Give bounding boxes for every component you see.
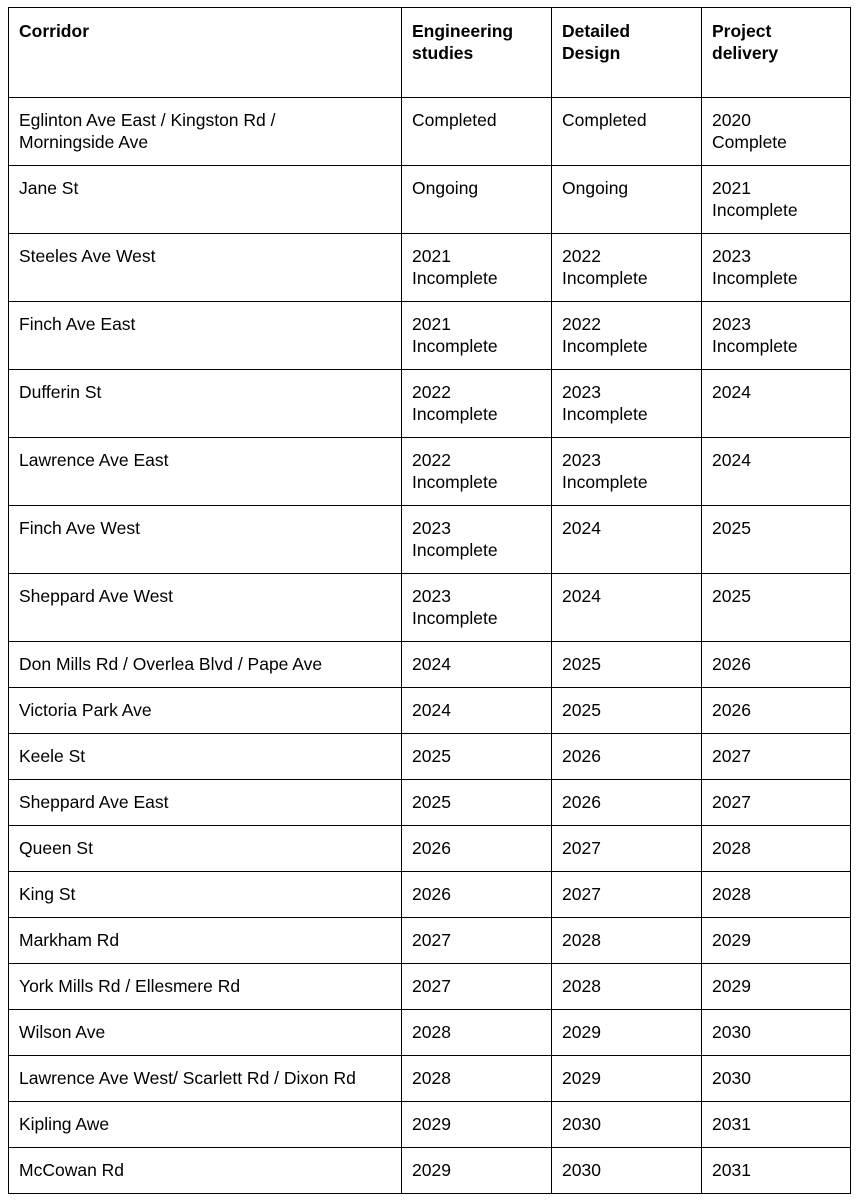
engineering-studies-cell: [402, 780, 552, 826]
cell-text: Lawrence Ave West/ Scarlett Rd / Dixon Rd: [19, 1068, 356, 1088]
cell-text: 2026: [562, 792, 601, 812]
cell-text: 2025: [412, 746, 451, 766]
table-body: [9, 98, 851, 1194]
detailed-design-cell: [552, 1010, 702, 1056]
cell-text: Incomplete: [412, 608, 498, 628]
cell-text: Completed: [562, 110, 647, 130]
corridor-cell: [9, 98, 402, 166]
cell-text: Queen St: [19, 838, 93, 858]
corridor-cell: [9, 370, 402, 438]
detailed-design-cell: [552, 438, 702, 506]
header-text: Design: [562, 43, 621, 63]
detailed-design-cell: [552, 918, 702, 964]
project-delivery-cell: [702, 642, 851, 688]
cell-text: 2025: [562, 700, 601, 720]
cell-text: Jane St: [19, 178, 79, 198]
header-text: Engineering: [412, 21, 514, 41]
corridor-cell: [9, 642, 402, 688]
detailed-design-cell: [552, 872, 702, 918]
corridor-cell: [9, 166, 402, 234]
project-delivery-cell: [702, 370, 851, 438]
corridor-cell: [9, 302, 402, 370]
engineering-studies-cell: [402, 1010, 552, 1056]
cell-text: 2024: [412, 700, 451, 720]
cell-text: 2030: [712, 1068, 751, 1088]
project-delivery-cell: [702, 734, 851, 780]
cell-text: 2024: [562, 518, 601, 538]
detailed-design-cell: [552, 642, 702, 688]
table-row: [9, 734, 851, 780]
project-delivery-cell: [702, 688, 851, 734]
table-row: [9, 438, 851, 506]
cell-text: Incomplete: [412, 268, 498, 288]
engineering-studies-cell: [402, 302, 552, 370]
cell-text: 2025: [712, 586, 751, 606]
engineering-studies-cell: [402, 734, 552, 780]
project-delivery-cell: [702, 826, 851, 872]
cell-text: 2021: [712, 178, 751, 198]
corridor-cell: [9, 918, 402, 964]
cell-text: 2027: [562, 838, 601, 858]
table-row: [9, 780, 851, 826]
cell-text: Incomplete: [412, 472, 498, 492]
cell-text: Incomplete: [562, 472, 648, 492]
table-row: [9, 1010, 851, 1056]
project-delivery-cell: [702, 234, 851, 302]
cell-text: Incomplete: [562, 404, 648, 424]
project-delivery-cell: [702, 1056, 851, 1102]
detailed-design-cell: [552, 688, 702, 734]
cell-text: 2026: [712, 654, 751, 674]
cell-text: Finch Ave East: [19, 314, 136, 334]
detailed-design-cell: [552, 506, 702, 574]
corridor-cell: [9, 780, 402, 826]
cell-text: Dufferin St: [19, 382, 102, 402]
header-text: delivery: [712, 43, 779, 63]
project-delivery-cell: [702, 166, 851, 234]
table-row: [9, 1148, 851, 1194]
project-delivery-cell: [702, 780, 851, 826]
project-delivery-cell: [702, 574, 851, 642]
cell-text: 2023: [562, 450, 601, 470]
cell-text: Finch Ave West: [19, 518, 140, 538]
cell-text: 2024: [712, 382, 751, 402]
cell-text: 2029: [412, 1160, 451, 1180]
cell-text: 2021: [412, 246, 451, 266]
cell-text: 2022: [412, 450, 451, 470]
corridor-cell: [9, 234, 402, 302]
corridor-cell: [9, 872, 402, 918]
cell-text: Lawrence Ave East: [19, 450, 169, 470]
cell-text: Incomplete: [562, 336, 648, 356]
cell-text: Victoria Park Ave: [19, 700, 152, 720]
cell-text: 2023: [562, 382, 601, 402]
project-delivery-cell: [702, 872, 851, 918]
cell-text: 2027: [412, 976, 451, 996]
corridor-cell: [9, 1148, 402, 1194]
engineering-studies-cell: [402, 1148, 552, 1194]
detailed-design-cell: [552, 964, 702, 1010]
detailed-design-cell: [552, 826, 702, 872]
detailed-design-cell: [552, 302, 702, 370]
corridor-cell: [9, 688, 402, 734]
engineering-studies-cell: [402, 574, 552, 642]
project-delivery-cell: [702, 302, 851, 370]
cell-text: 2027: [712, 746, 751, 766]
detailed-design-cell: [552, 234, 702, 302]
detailed-design-cell: [552, 574, 702, 642]
cell-text: 2022: [412, 382, 451, 402]
table-row: [9, 1102, 851, 1148]
cell-text: 2027: [412, 930, 451, 950]
corridor-cell: [9, 506, 402, 574]
project-delivery-cell: [702, 438, 851, 506]
cell-text: King St: [19, 884, 76, 904]
cell-text: 2023: [412, 586, 451, 606]
engineering-studies-cell: [402, 642, 552, 688]
engineering-studies-cell: [402, 438, 552, 506]
corridor-schedule-table: [8, 7, 851, 1194]
detailed-design-cell: [552, 780, 702, 826]
project-delivery-cell: [702, 1102, 851, 1148]
header-detailed-design: [552, 8, 702, 98]
cell-text: 2028: [412, 1022, 451, 1042]
cell-text: Steeles Ave West: [19, 246, 156, 266]
cell-text: 2022: [562, 246, 601, 266]
cell-text: Sheppard Ave West: [19, 586, 174, 606]
detailed-design-cell: [552, 98, 702, 166]
cell-text: Morningside Ave: [19, 132, 149, 152]
cell-text: Eglinton Ave East / Kingston Rd /: [19, 110, 276, 130]
header-corridor: [9, 8, 402, 98]
engineering-studies-cell: [402, 826, 552, 872]
cell-text: 2025: [562, 654, 601, 674]
cell-text: 2028: [712, 838, 751, 858]
cell-text: 2023: [412, 518, 451, 538]
table-row: [9, 872, 851, 918]
project-delivery-cell: [702, 1148, 851, 1194]
engineering-studies-cell: [402, 506, 552, 574]
cell-text: 2030: [712, 1022, 751, 1042]
cell-text: 2026: [562, 746, 601, 766]
engineering-studies-cell: [402, 370, 552, 438]
engineering-studies-cell: [402, 688, 552, 734]
project-delivery-cell: [702, 506, 851, 574]
corridor-cell: [9, 734, 402, 780]
project-delivery-cell: [702, 98, 851, 166]
cell-text: Incomplete: [562, 268, 648, 288]
cell-text: 2030: [562, 1160, 601, 1180]
cell-text: Sheppard Ave East: [19, 792, 169, 812]
project-delivery-cell: [702, 1010, 851, 1056]
engineering-studies-cell: [402, 98, 552, 166]
cell-text: Incomplete: [712, 268, 798, 288]
detailed-design-cell: [552, 734, 702, 780]
table-row: [9, 234, 851, 302]
table-row: [9, 918, 851, 964]
table-row: [9, 826, 851, 872]
cell-text: 2026: [412, 884, 451, 904]
detailed-design-cell: [552, 1102, 702, 1148]
table-row: [9, 302, 851, 370]
cell-text: 2024: [562, 586, 601, 606]
corridor-cell: [9, 1010, 402, 1056]
corridor-cell: [9, 964, 402, 1010]
engineering-studies-cell: [402, 964, 552, 1010]
cell-text: 2029: [562, 1068, 601, 1088]
engineering-studies-cell: [402, 166, 552, 234]
table-row: [9, 166, 851, 234]
corridor-cell: [9, 438, 402, 506]
table-row: [9, 98, 851, 166]
table-row: [9, 642, 851, 688]
cell-text: 2024: [412, 654, 451, 674]
cell-text: 2021: [412, 314, 451, 334]
cell-text: Wilson Ave: [19, 1022, 106, 1042]
cell-text: 2023: [712, 314, 751, 334]
table-row: [9, 964, 851, 1010]
cell-text: Ongoing: [412, 178, 479, 198]
cell-text: 2027: [562, 884, 601, 904]
header-text: Project: [712, 21, 772, 41]
cell-text: 2028: [562, 930, 601, 950]
cell-text: 2028: [562, 976, 601, 996]
header-project-delivery: [702, 8, 851, 98]
table-row: [9, 688, 851, 734]
detailed-design-cell: [552, 370, 702, 438]
engineering-studies-cell: [402, 1056, 552, 1102]
project-delivery-cell: [702, 918, 851, 964]
table-row: [9, 574, 851, 642]
corridor-cell: [9, 1056, 402, 1102]
header-text: studies: [412, 43, 474, 63]
cell-text: Complete: [712, 132, 787, 152]
detailed-design-cell: [552, 1056, 702, 1102]
engineering-studies-cell: [402, 872, 552, 918]
cell-text: 2025: [712, 518, 751, 538]
cell-text: Markham Rd: [19, 930, 120, 950]
header-engineering-studies: [402, 8, 552, 98]
cell-text: 2028: [712, 884, 751, 904]
cell-text: York Mills Rd / Ellesmere Rd: [19, 976, 241, 996]
cell-text: 2029: [712, 930, 751, 950]
cell-text: 2029: [562, 1022, 601, 1042]
corridor-cell: [9, 574, 402, 642]
cell-text: Keele St: [19, 746, 86, 766]
cell-text: McCowan Rd: [19, 1160, 125, 1180]
cell-text: Completed: [412, 110, 497, 130]
cell-text: 2029: [712, 976, 751, 996]
corridor-cell: [9, 1102, 402, 1148]
corridor-cell: [9, 826, 402, 872]
header-text: Detailed: [562, 21, 631, 41]
cell-text: Incomplete: [412, 404, 498, 424]
cell-text: Ongoing: [562, 178, 629, 198]
header-row: [9, 8, 851, 98]
cell-text: 2026: [712, 700, 751, 720]
cell-text: 2025: [412, 792, 451, 812]
cell-text: 2027: [712, 792, 751, 812]
table-row: [9, 370, 851, 438]
cell-text: Incomplete: [412, 336, 498, 356]
header-text: Corridor: [19, 21, 89, 41]
cell-text: 2023: [712, 246, 751, 266]
engineering-studies-cell: [402, 918, 552, 964]
cell-text: Incomplete: [712, 200, 798, 220]
cell-text: 2030: [562, 1114, 601, 1134]
cell-text: Incomplete: [712, 336, 798, 356]
cell-text: Don Mills Rd / Overlea Blvd / Pape Ave: [19, 654, 323, 674]
cell-text: Kipling Awe: [19, 1114, 110, 1134]
project-delivery-cell: [702, 964, 851, 1010]
cell-text: 2024: [712, 450, 751, 470]
detailed-design-cell: [552, 166, 702, 234]
detailed-design-cell: [552, 1148, 702, 1194]
engineering-studies-cell: [402, 1102, 552, 1148]
cell-text: Incomplete: [412, 540, 498, 560]
table-row: [9, 1056, 851, 1102]
table-row: [9, 506, 851, 574]
cell-text: 2029: [412, 1114, 451, 1134]
cell-text: 2028: [412, 1068, 451, 1088]
cell-text: 2031: [712, 1114, 751, 1134]
cell-text: 2020: [712, 110, 751, 130]
cell-text: 2026: [412, 838, 451, 858]
engineering-studies-cell: [402, 234, 552, 302]
cell-text: 2031: [712, 1160, 751, 1180]
cell-text: 2022: [562, 314, 601, 334]
